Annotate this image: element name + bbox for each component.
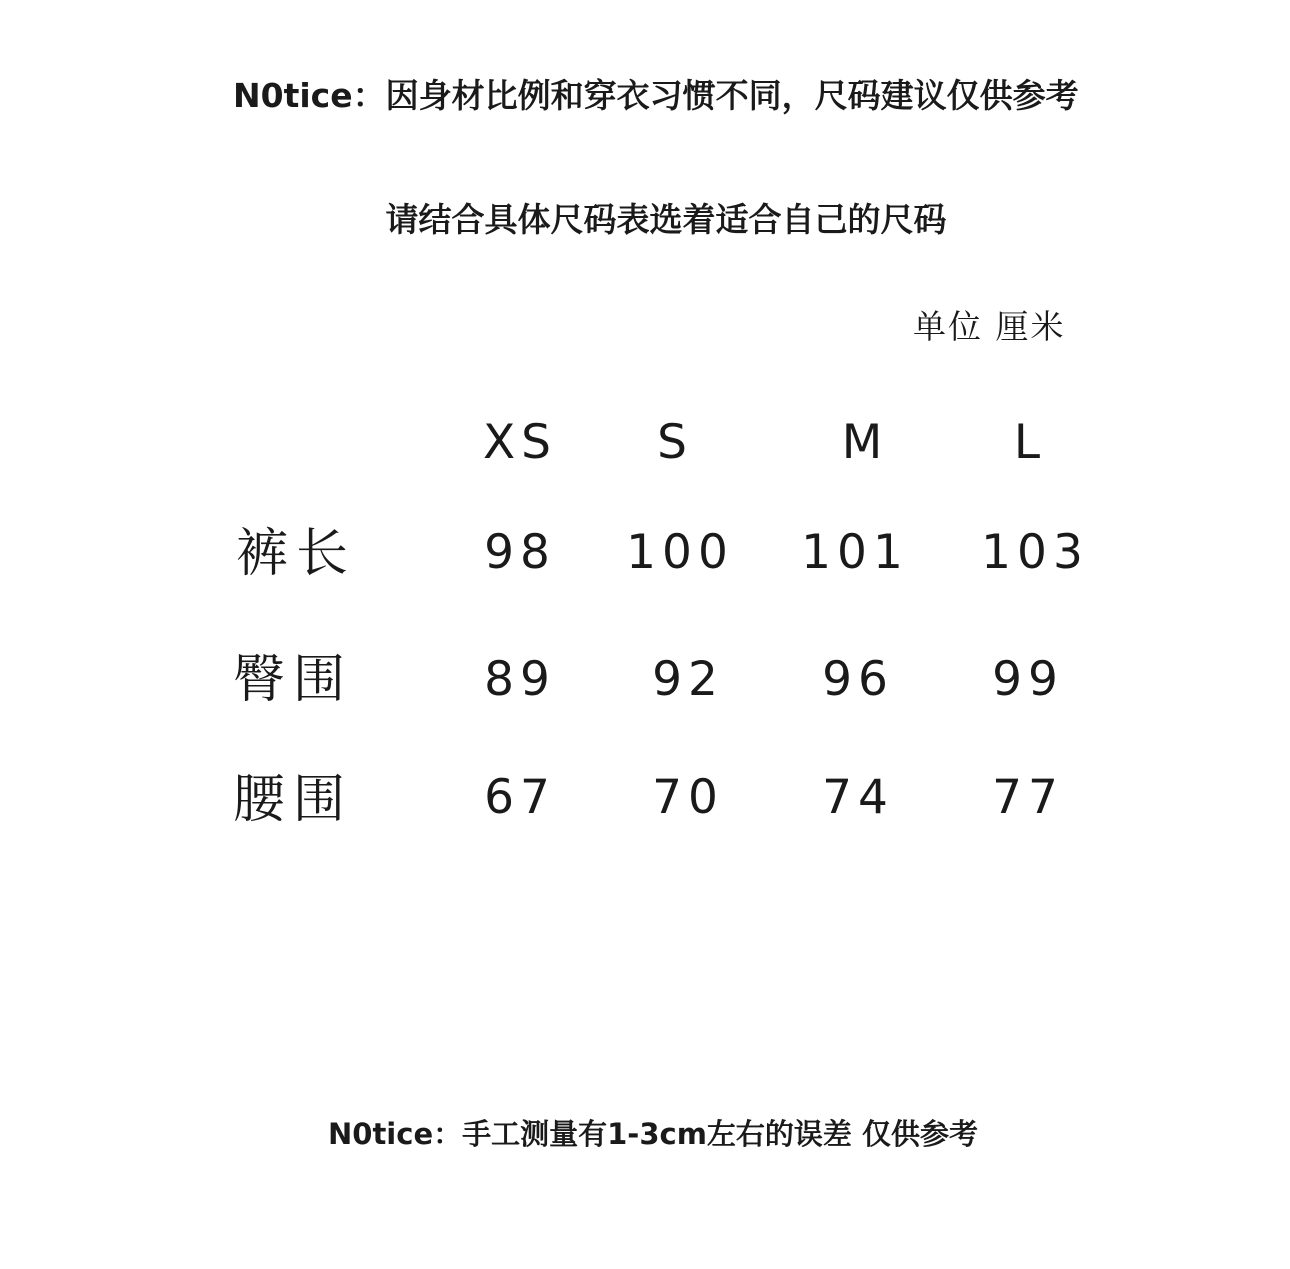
notice-top: N0tice：因身材比例和穿衣习惯不同，尺码建议仅供参考	[233, 76, 1079, 115]
column-header-m: M	[841, 415, 889, 470]
cell-length-l: 103	[981, 525, 1089, 580]
cell-hip-l: 99	[992, 652, 1064, 707]
cell-waist-l: 77	[992, 770, 1064, 825]
cell-waist-m: 74	[822, 770, 894, 825]
row-label-hip: 臀围	[233, 650, 354, 710]
cell-waist-s: 70	[652, 770, 724, 825]
cell-hip-s: 92	[652, 652, 724, 707]
cell-length-s: 100	[626, 525, 734, 580]
row-label-waist: 腰围	[233, 770, 354, 830]
notice-bottom: N0tice：手工测量有1-3cm左右的误差 仅供参考	[328, 1117, 979, 1151]
notice-subtitle: 请结合具体尺码表选着适合自己的尺码	[385, 200, 947, 239]
cell-length-m: 101	[801, 525, 909, 580]
row-label-length: 裤长	[236, 524, 357, 584]
cell-hip-m: 96	[822, 652, 894, 707]
unit-label: 单位 厘米	[913, 307, 1066, 346]
column-header-s: S	[657, 415, 693, 470]
cell-length-xs: 98	[484, 525, 556, 580]
column-header-xs: XS	[482, 415, 558, 470]
cell-hip-xs: 89	[484, 652, 556, 707]
column-header-l: L	[1013, 415, 1047, 470]
cell-waist-xs: 67	[484, 770, 556, 825]
